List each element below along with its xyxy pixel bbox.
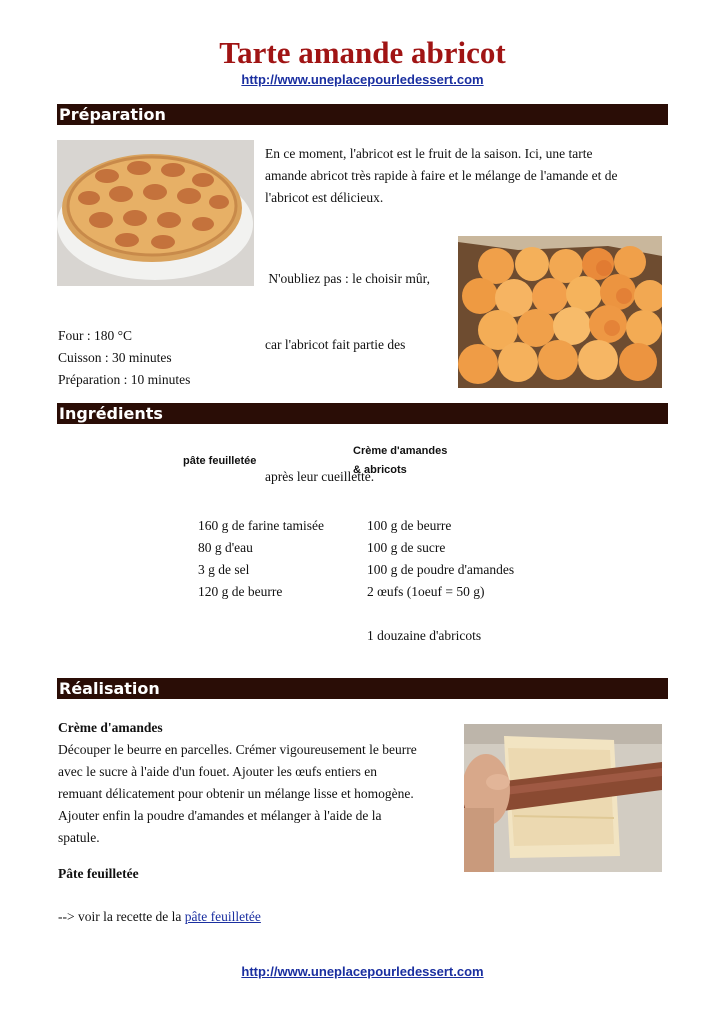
creme-line: Ajouter enfin la poudre d'amandes et mélanger à l'aide de la	[58, 808, 382, 823]
col2-title-line: Crème d'amandes	[353, 445, 448, 457]
intro-line: l'abricot est délicieux.	[265, 190, 384, 205]
cooking-time: Cuisson : 30 minutes	[58, 350, 172, 365]
preparation-time: Préparation : 10 minutes	[58, 372, 191, 387]
note-line: après leur cueillette.	[265, 469, 375, 484]
cooking-times	[58, 325, 308, 391]
note-line: car l'abricot fait partie des	[265, 337, 406, 352]
oven-temperature: Four : 180 °C	[58, 328, 133, 343]
col2-title-line: & abricots	[353, 464, 407, 476]
list-item: 100 g de poudre d'amandes	[367, 562, 515, 577]
creme-line: remuant délicatement pour obtenir un mélange lisse et homogène.	[58, 786, 414, 801]
ingredients-col1-title: pâte feuilletée	[183, 455, 257, 467]
section-heading-ingredients: Ingrédients	[57, 403, 668, 424]
list-item: 120 g de beurre	[198, 584, 283, 599]
list-item: 3 g de sel	[198, 562, 250, 577]
creme-line: spatule.	[58, 830, 100, 845]
section-heading-preparation: Préparation	[57, 104, 668, 125]
pastry-rolling-photo	[464, 724, 662, 872]
list-item: 2 œufs (1oeuf = 50 g)	[367, 584, 485, 599]
note-line: N'oubliez pas : le choisir mûr,	[265, 271, 430, 286]
apricots-photo	[458, 236, 662, 388]
footer-url-link[interactable]: http://www.uneplacepourledessert.com	[241, 964, 484, 979]
list-item: 100 g de sucre	[367, 540, 446, 555]
list-item: 1 douzaine d'abricots	[367, 628, 482, 643]
see-recipe-line	[58, 906, 261, 928]
list-item: 100 g de beurre	[367, 518, 452, 533]
tart-photo	[57, 140, 254, 286]
list-item: 160 g de farine tamisée	[198, 518, 324, 533]
ingredients-col2-title	[353, 442, 447, 480]
header-url-link[interactable]: http://www.uneplacepourledessert.com	[241, 72, 484, 87]
ingredients-col1-list	[198, 515, 363, 603]
list-item	[367, 603, 617, 625]
pate-feuilletee-link[interactable]: pâte feuilletée	[184, 909, 261, 924]
ingredients-col2-list	[367, 515, 617, 647]
intro-line: amande abricot très rapide à faire et le mélange de l'amande et de	[265, 168, 618, 183]
section-heading-realisation: Réalisation	[57, 678, 668, 699]
intro-paragraph	[265, 143, 665, 209]
creme-line: avec le sucre à l'aide d'un fouet. Ajouter les œufs entiers en	[58, 764, 377, 779]
creme-subheading: Crème d'amandes	[58, 720, 163, 735]
page-title: Tarte amande abricot	[219, 35, 506, 70]
see-recipe-prefix: --> voir la recette de la	[58, 909, 185, 924]
intro-line: En ce moment, l'abricot est le fruit de la saison. Ici, une tarte	[265, 146, 593, 161]
list-item: 80 g d'eau	[198, 540, 253, 555]
creme-line: Découper le beurre en parcelles. Crémer vigoureusement le beurre	[58, 742, 417, 757]
creme-paragraph	[58, 739, 458, 849]
pate-subheading: Pâte feuilletée	[58, 866, 139, 881]
